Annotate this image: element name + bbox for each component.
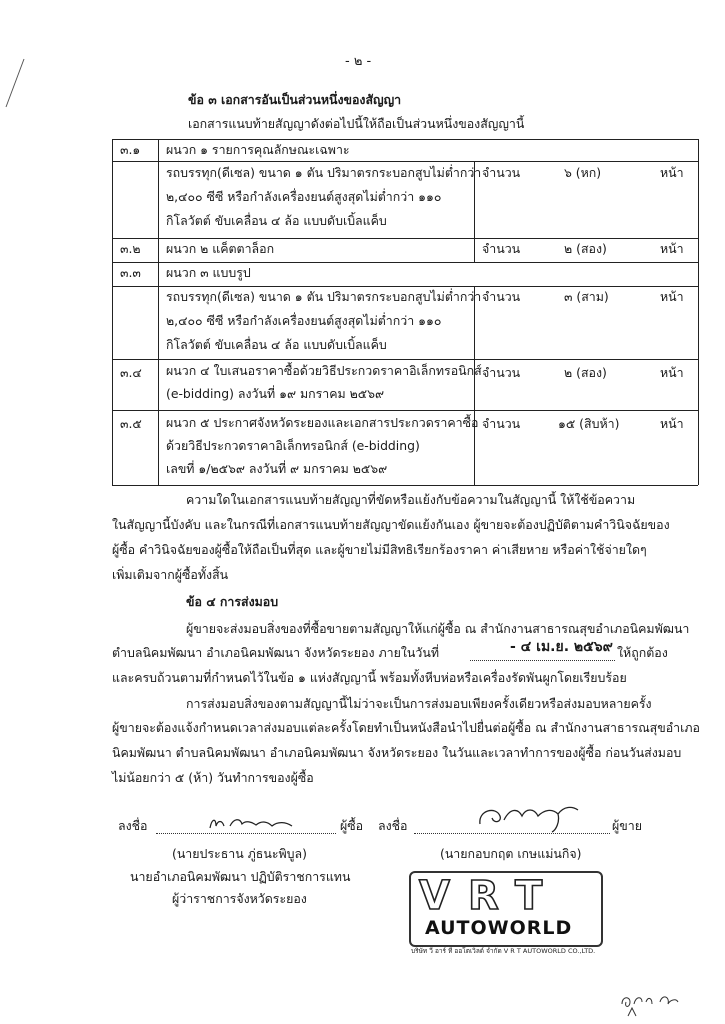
- row-detail: กิโลวัตต์ ขับเคลื่อน ๔ ล้อ แบบดับเบิ้ลแค็บ: [166, 213, 387, 228]
- row-detail: ๒,๔๐๐ ซีซี หรือกำลังเครื่องยนต์สูงสุดไม่ต่ำกว่า ๑๑๐: [166, 189, 442, 204]
- qty-value: ๑๕ (สิบห้า): [558, 416, 620, 431]
- qty-unit: หน้า: [660, 416, 684, 431]
- row-no: ๓.๕: [120, 416, 142, 431]
- buyer-title: นายอำเภอนิคมพัฒนา ปฏิบัติราชการแทน: [130, 869, 351, 884]
- qty-value: ๖ (หก): [564, 165, 602, 180]
- row-line: ผนวก ๔ ใบเสนอราคาซื้อด้วยวิธีประกวดราคาอิเล็กทรอนิกส์: [166, 363, 482, 378]
- qty-label: จำนวน: [482, 365, 521, 380]
- qty-value: ๒ (สอง): [564, 241, 607, 256]
- clause4-title: ข้อ ๔ การส่งมอบ: [186, 594, 279, 609]
- qty-label: จำนวน: [482, 416, 521, 431]
- paragraph-line: และครบถ้วนตามที่กำหนดไว้ในข้อ ๑ แห่งสัญญานี้ พร้อมทั้งหีบห่อหรือเครื่องรัดพันผูกโดยเรียบร้อย: [112, 670, 627, 685]
- seller-signature: [474, 800, 584, 834]
- row-detail: รถบรรทุก(ดีเซล) ขนาด ๑ ตัน ปริมาตรกระบอกสูบไม่ต่ำกว่า: [166, 165, 482, 180]
- buyer-sign-label: ลงชื่อ: [118, 818, 148, 833]
- stamp-company-name: บริษัท วี อาร์ ที ออโตเวิลด์ จำกัด V R T AUTOWORLD CO.,LTD.: [411, 947, 596, 955]
- paragraph-line: ตำบลนิคมพัฒนา อำเภอนิคมพัฒนา จังหวัดระยอง ภายในวันที่: [112, 645, 439, 660]
- row-head: ผนวก ๑ รายการคุณลักษณะเฉพาะ: [166, 142, 350, 157]
- paragraph-line: เพิ่มเติมจากผู้ซื้อทั้งสิ้น: [112, 567, 229, 582]
- row-line: (e-bidding) ลงวันที่ ๑๙ มกราคม ๒๕๖๙: [166, 386, 385, 401]
- paragraph-line: การส่งมอบสิ่งของตามสัญญานี้ไม่ว่าจะเป็นการส่งมอบเพียงครั้งเดียวหรือส่งมอบหลายครั้ง: [186, 696, 652, 711]
- margin-mark: [0, 55, 30, 115]
- stamp-logo-autoworld: AUTOWORLD: [425, 917, 573, 939]
- row-head: ผนวก ๓ แบบรูป: [166, 265, 251, 280]
- row-line: ผนวก ๕ ประกาศจังหวัดระยองและเอกสารประกวดราคาซื้อ: [166, 415, 479, 430]
- attachments-table: [112, 139, 698, 485]
- row-head: ผนวก ๒ แค็ตตาล็อก: [166, 241, 275, 256]
- row-line: เลขที่ ๑/๒๕๖๙ ลงวันที่ ๙ มกราคม ๒๕๖๙: [166, 461, 388, 476]
- paragraph-line: ให้ถูกต้อง: [617, 645, 668, 660]
- paragraph-line: นิคมพัฒนา ตำบลนิคมพัฒนา อำเภอนิคมพัฒนา จังหวัดระยอง ในวันและเวลาทำการของผู้ซื้อ ก่อนวันส่งมอบ: [112, 745, 682, 760]
- row-detail: รถบรรทุก(ดีเซล) ขนาด ๑ ตัน ปริมาตรกระบอกสูบไม่ต่ำกว่า: [166, 289, 482, 304]
- paragraph-line: ผู้ขายจะส่งมอบสิ่งของที่ซื้อขายตามสัญญาให้แก่ผู้ซื้อ ณ สำนักงานสาธารณสุขอำเภอนิคมพัฒนา: [186, 621, 690, 636]
- paragraph-line: ในสัญญานี้บังคับ และในกรณีที่เอกสารแนบท้ายสัญญาขัดแย้งกันเอง ผู้ขายจะต้องปฏิบัติตามคำวินิจฉัยของ: [112, 517, 670, 532]
- seller-role: ผู้ขาย: [612, 818, 642, 833]
- seller-name: (นายกอบกฤต เกษแม่นกิจ): [440, 846, 582, 861]
- row-detail: กิโลวัตต์ ขับเคลื่อน ๔ ล้อ แบบดับเบิ้ลแค็บ: [166, 337, 387, 352]
- paragraph-line: ผู้ซื้อ คำวินิจฉัยของผู้ซื้อให้ถือเป็นที่สุด และผู้ขายไม่มีสิทธิเรียกร้องราคา ค่าเสียหาย หรือค่าใช้จ่ายใดๆ: [112, 542, 647, 557]
- clause3-intro: เอกสารแนบท้ายสัญญาดังต่อไปนี้ให้ถือเป็นส่วนหนึ่งของสัญญานี้: [188, 116, 525, 131]
- qty-value: ๒ (สอง): [564, 365, 607, 380]
- initials-mark: [618, 990, 682, 1020]
- delivery-date: - ๔ เม.ย. ๒๕๖๙: [510, 639, 613, 655]
- page-number: - ๒ -: [345, 54, 372, 69]
- qty-value: ๓ (สาม): [564, 289, 609, 304]
- qty-unit: หน้า: [660, 241, 684, 256]
- qty-unit: หน้า: [660, 289, 684, 304]
- buyer-name: (นายประธาน ภู่ธนะพิบูล): [172, 846, 307, 861]
- row-line: ด้วยวิธีประกวดราคาอิเล็กทรอนิกส์ (e-bidding): [166, 438, 420, 453]
- qty-label: จำนวน: [482, 165, 521, 180]
- qty-label: จำนวน: [482, 241, 521, 256]
- company-stamp: [409, 871, 599, 957]
- paragraph-line: ความใดในเอกสารแนบท้ายสัญญาที่ขัดหรือแย้งกับข้อความในสัญญานี้ ให้ใช้ข้อความ: [186, 492, 636, 507]
- paragraph-line: ผู้ขายจะต้องแจ้งกำหนดเวลาส่งมอบแต่ละครั้งโดยทำเป็นหนังสือนำไปยื่นต่อผู้ซื้อ ณ สำนักงานสาธารณสุขอำเภอ: [112, 720, 700, 735]
- buyer-signature: [206, 812, 302, 834]
- qty-label: จำนวน: [482, 289, 521, 304]
- row-no: ๓.๓: [120, 265, 141, 280]
- row-no: ๓.๒: [120, 241, 141, 256]
- stamp-logo-vrt: VRT: [419, 873, 561, 919]
- buyer-role: ผู้ซื้อ: [340, 818, 364, 833]
- seller-sign-label: ลงชื่อ: [378, 818, 408, 833]
- row-no: ๓.๔: [120, 365, 142, 380]
- date-dotted-line: [470, 660, 615, 661]
- qty-unit: หน้า: [660, 165, 684, 180]
- clause3-title: ข้อ ๓ เอกสารอันเป็นส่วนหนึ่งของสัญญา: [188, 92, 402, 107]
- buyer-title: ผู้ว่าราชการจังหวัดระยอง: [172, 891, 307, 906]
- row-detail: ๒,๔๐๐ ซีซี หรือกำลังเครื่องยนต์สูงสุดไม่ต่ำกว่า ๑๑๐: [166, 313, 442, 328]
- qty-unit: หน้า: [660, 365, 684, 380]
- row-no: ๓.๑: [120, 142, 141, 157]
- paragraph-line: ไม่น้อยกว่า ๕ (ห้า) วันทำการของผู้ซื้อ: [112, 770, 314, 785]
